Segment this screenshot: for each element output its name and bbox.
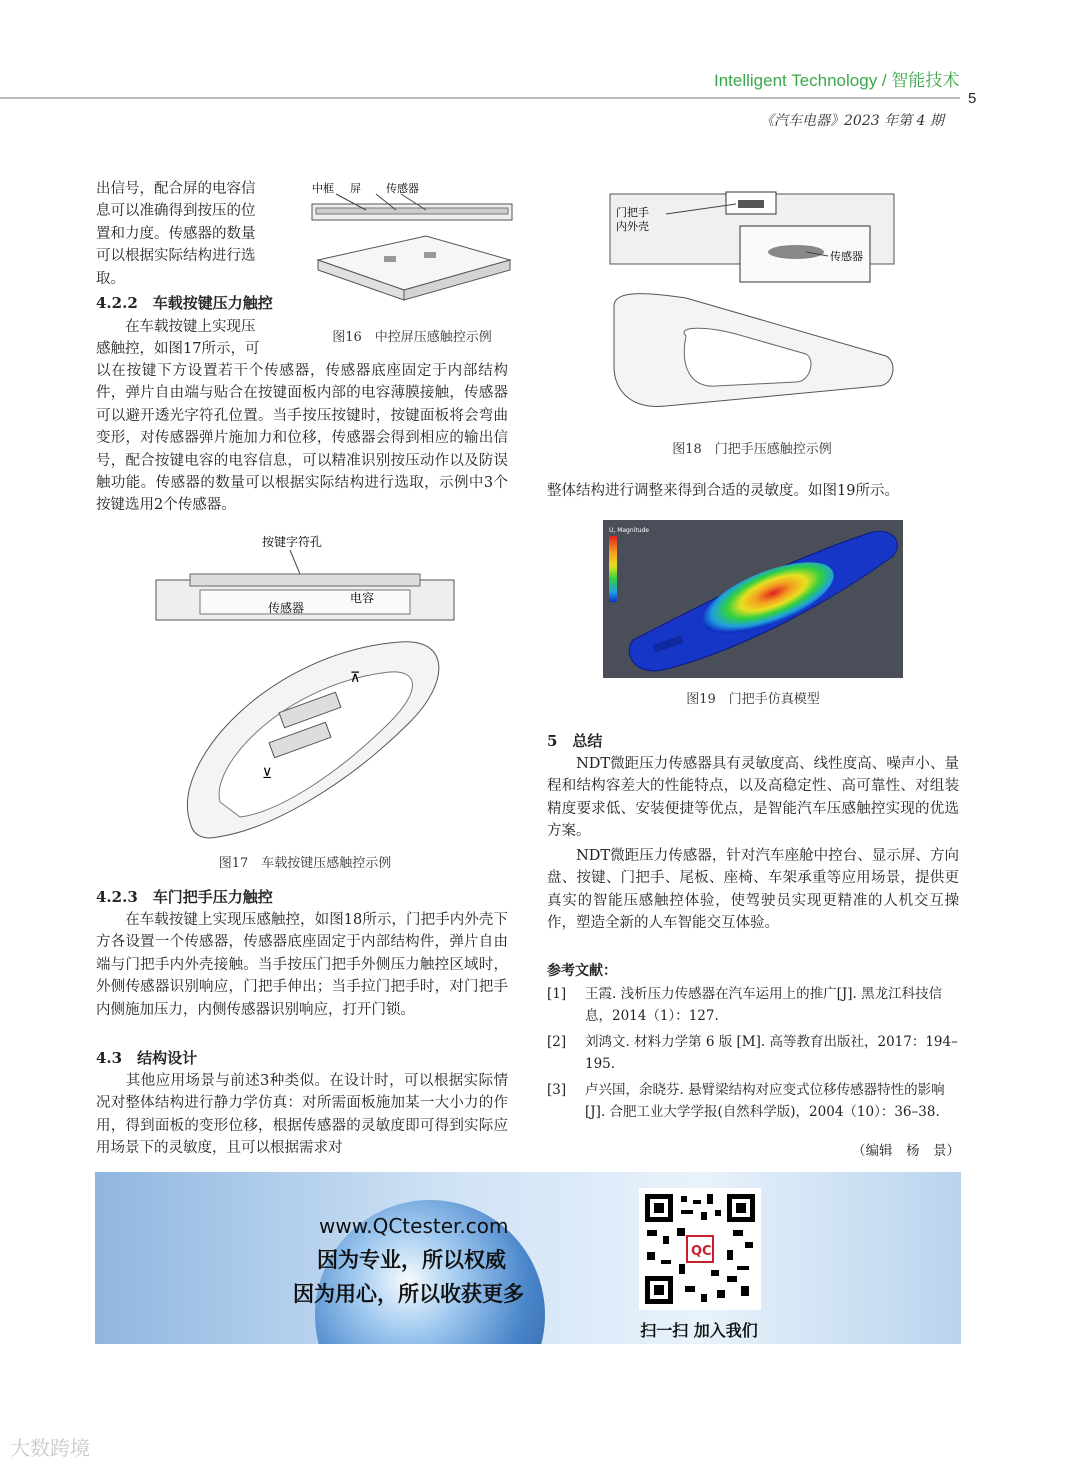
fig18-label-handle: 门把手: [616, 206, 649, 219]
fig16-label-screen: 屏: [350, 182, 361, 195]
fig19-legend-title: U, Magnitude: [609, 527, 649, 534]
reference-item: [1] 王霞. 浅析压力传感器在汽车运用上的推广[J]. 黑龙江科技信息，2014（1）：127.: [547, 986, 943, 1024]
right-continue-paragraph: 整体结构进行调整来得到合适的灵敏度。如图19所示。: [547, 483, 899, 499]
fig16-illustration: [306, 180, 518, 320]
banner-slogan-1: 因为专业，所以权威: [317, 1248, 506, 1272]
section-header: Intelligent Technology / 智能技术: [714, 71, 960, 90]
section-4-2-2-title: 4.2.2 车载按键压力触控: [96, 294, 273, 312]
page-number: 5: [968, 90, 977, 107]
journal-issue: 《汽车电器》2023 年第 4 期: [760, 113, 944, 129]
fig18-illustration: [606, 186, 898, 430]
s43-body: 其他应用场景与前述3种类似。在设计时，可以根据实际情况对整体结构进行静力学仿真：对所需面板施加某一大小力的作用，得到面板的变形位移，根据传感器的灵敏度即可得到实际应用场景下的灵敏度，且可以根据需求对: [96, 1073, 508, 1157]
section-4-2-3-title: 4.2.3 车门把手压力触控: [96, 888, 273, 906]
fig19-simulation: [603, 520, 903, 678]
fig17-label-sensor: 传感器: [268, 601, 305, 615]
svg-text:⊼: ⊼: [350, 670, 361, 686]
qr-logo: QC: [691, 1244, 712, 1259]
fig17-caption: 图17 车载按键压感触控示例: [218, 856, 392, 871]
s423-body: 在车载按键上实现压感触控，如图18所示，门把手内外壳下方各设置一个传感器，传感器底座固定于内部结构件，弹片自由端与门把手内外壳接触。当手按压门把手外侧压力触控区域时，外侧传感器识别响应，门把手伸出；当手拉门把手时，对门把手内侧施加压力，内侧传感器识别响应，打开门锁。: [96, 912, 508, 1018]
advertisement-banner[interactable]: [95, 1172, 961, 1344]
editor-credit: （编辑 杨 景）: [852, 1143, 960, 1159]
fig18-label-shell: 内外壳: [616, 220, 649, 233]
references-title: 参考文献：: [547, 963, 617, 979]
fig16-label-sensor: 传感器: [386, 182, 419, 195]
fig16-label-frame: 中框: [312, 182, 334, 195]
fig17-illustration: [150, 532, 460, 844]
section-5-title: 5 总结: [547, 732, 603, 750]
qr-code-icon: [641, 1190, 759, 1308]
qr-caption: 扫一扫 加入我们: [640, 1321, 758, 1340]
fig17-label-capacitor: 电容: [350, 591, 375, 605]
watermark: 大数跨境: [10, 1436, 90, 1460]
s5-paragraph-1: NDT微距压力传感器具有灵敏度高、线性度高、噪声小、量程和结构容差大的性能特点，以及高稳定性、高可靠性、对组装精度要求低、安装便捷等优点，是智能汽车压感触控实现的优选方案。: [547, 756, 959, 840]
svg-text:⊻: ⊻: [262, 766, 273, 782]
intro-paragraph: 出信号，配合屏的电容信 息可以准确得到按压的位 置和力度。传感器的数量 可以根据实际结构进行选 取。: [96, 181, 256, 287]
section-4-3-title: 4.3 结构设计: [96, 1049, 198, 1067]
fig18-label-sensor: 传感器: [830, 250, 863, 263]
reference-list: [547, 983, 959, 1123]
fig16-caption: 图16 中控屏压感触控示例: [332, 330, 492, 345]
reference-item: [2] 刘鸿文. 材料力学第 6 版 [M]. 高等教育出版社，2017：194–195.: [547, 1034, 958, 1072]
fig19-caption: 图19 门把手仿真模型: [686, 692, 820, 707]
header-divider: [0, 97, 960, 99]
banner-url[interactable]: www.QCtester.com: [319, 1214, 509, 1238]
banner-slogan-2: 因为用心，所以收获更多: [293, 1282, 524, 1306]
reference-item: [3] 卢兴国，余晓芬. 悬臂梁结构对应变式位移传感器特性的影响[J]. 合肥工业大学学报(自然科学版)，2004（10）：36–38.: [547, 1082, 945, 1120]
s5-paragraph-2: NDT微距压力传感器，针对汽车座舱中控台、显示屏、方向盘、按键、门把手、尾板、座椅、车架承重等应用场景，提供更真实的智能压感触控体验，使驾驶员实现更精准的人机交互操作，塑造全新的人车智能交互体验。: [547, 848, 959, 932]
s422-narrow-lines: 在车载按键上实现压 感触控，如图17所示，可: [96, 319, 260, 358]
s422-body: 以在按键下方设置若干个传感器，传感器底座固定于内部结构件，弹片自由端与贴合在按键面板内部的电容薄膜接触，传感器可以避开透光字符孔位置。当手按压按键时，按键面板将会弯曲变形，对传感器弹片施加力和位移，传感器会得到相应的输出信号，配合按键电容的电容信息，可以精准识别按压动作以及防误触功能。传感器的数量可以根据实际结构进行选取，示例中3个按键选用2个传感器。: [96, 363, 508, 514]
fig17-label-hole: 按键字符孔: [262, 535, 323, 549]
qr-code[interactable]: [639, 1188, 761, 1310]
fig18-caption: 图18 门把手压感触控示例: [672, 442, 832, 457]
